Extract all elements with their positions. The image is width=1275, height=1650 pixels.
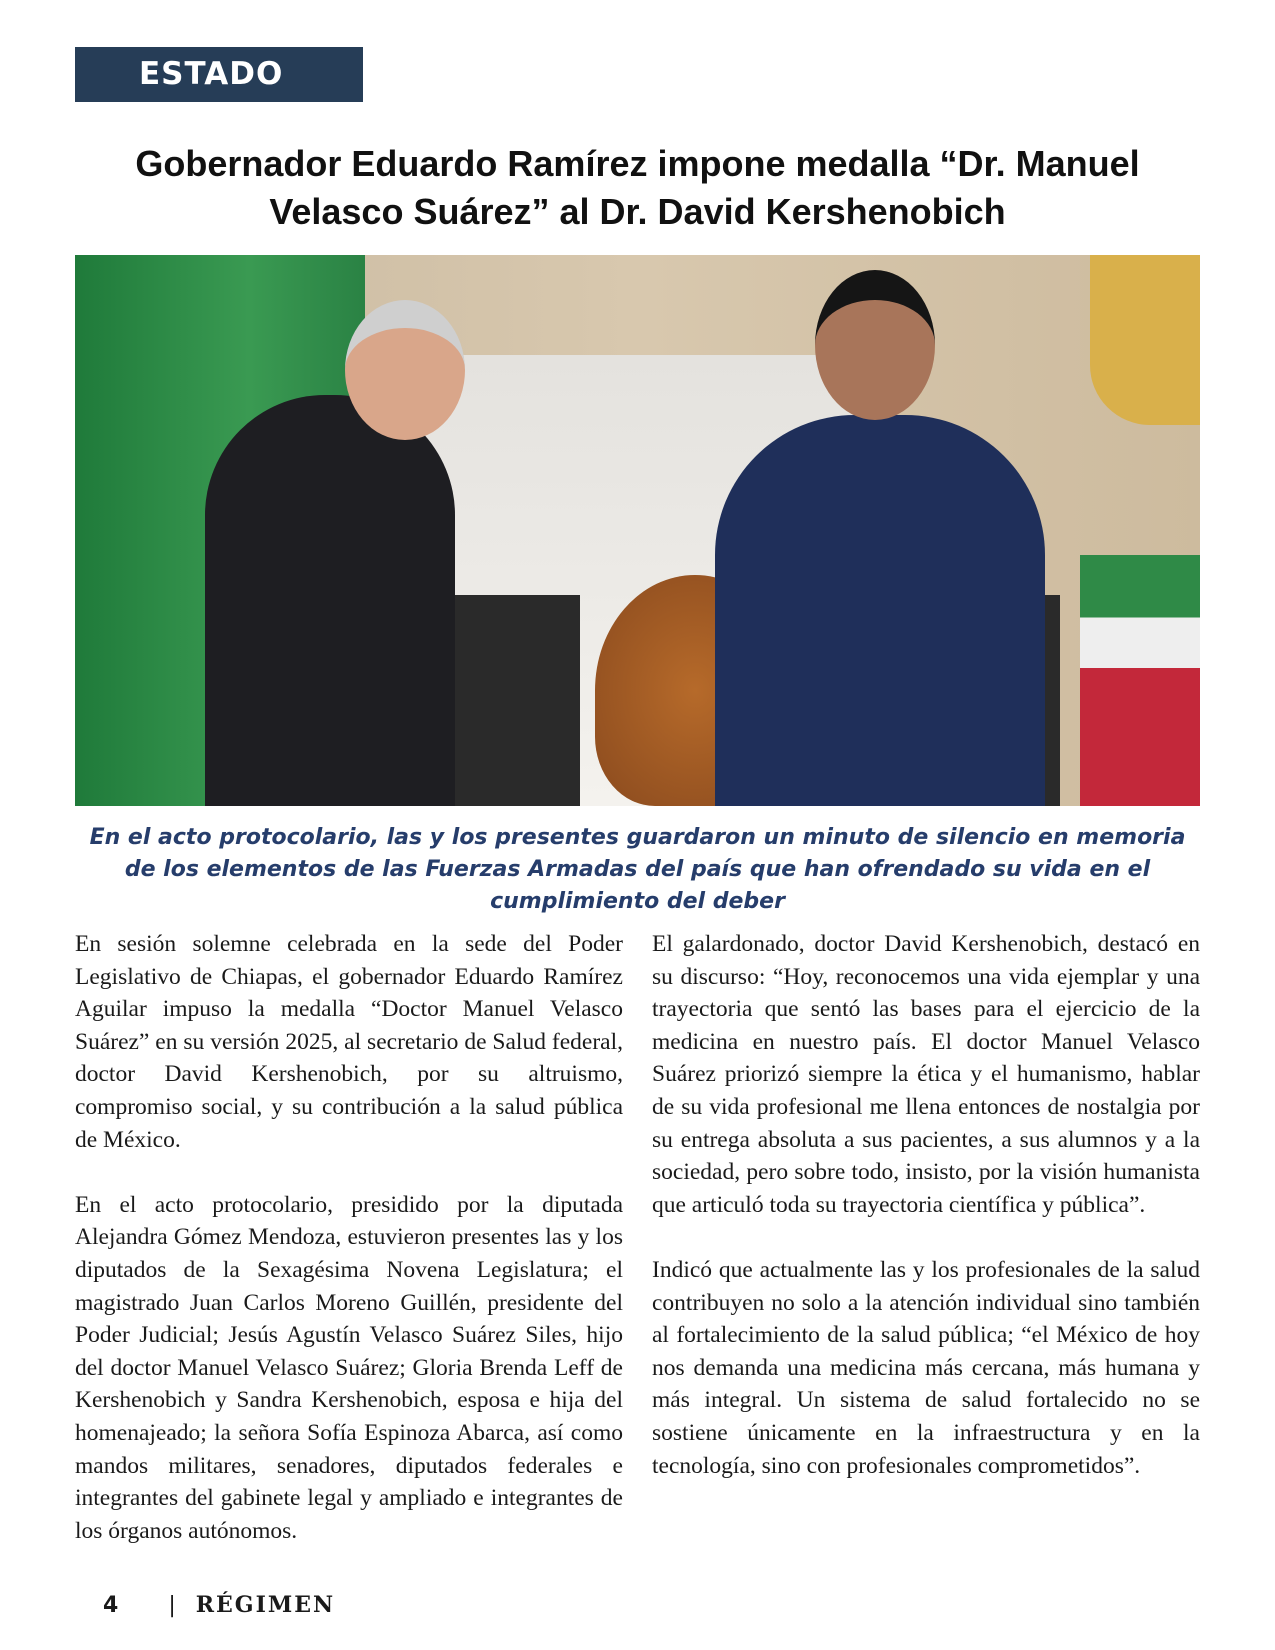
- photo-caption: En el acto protocolario, las y los presentes guardaron un minuto de silencio en memoria de los elementos de las Fuerzas Armadas del país que han ofrendado su vida en el cumplimiento del deber: [89, 825, 1186, 914]
- paragraph: Indicó que actualmente las y los profesionales de la salud contribuyen no solo a la atención individual sino también al fortalecimiento de la salud pública; “el México de hoy nos demanda una medicina más cercana, más humana y más integral. Un sistema de salud fortalecido no se sostiene únicamente en la infraestructura y en la tecnología, sino con profesionales comprometidos”.: [652, 1256, 1200, 1479]
- honoree-figure: [205, 395, 455, 806]
- flag-background-right: [1080, 555, 1200, 806]
- paragraph: En el acto protocolario, presidido por la diputada Alejandra Gómez Mendoza, estuvieron presentes las y los diputados de la Sexagésima Novena Legislatura; el magistrado Juan Carlos Moreno Guillén, presidente del Poder Judicial; Jesús Agustín Velasco Suárez Siles, hijo del doctor Manuel Velasco Suárez; Gloria Brenda Leff de Kershenobich y Sandra Kershenobich, esposa e hija del homenajeado; la señora Sofía Espinoza Abarca, así como mandos militares, senadores, diputados federales e integrantes del gabinete legal y ampliado e integrantes de los órganos autónomos.: [75, 1191, 623, 1544]
- paragraph: El galardonado, doctor David Kershenobich, destacó en su discurso: “Hoy, reconocemos una vida ejemplar y una trayectoria que sentó las bases para el ejercicio de la medicina en nuestro país. El doctor Manuel Velasco Suárez priorizó siempre la ética y el humanismo, hablar de su vida profesional me llena entonces de nostalgia por su entrega absoluta a sus pacientes, a sus alumnos y a la sociedad, pero sobre todo, insisto, por la visión humanista que articuló toda su trayectoria científica y pública”.: [652, 931, 1200, 1218]
- page-footer: [103, 1592, 335, 1618]
- governor-head: [815, 270, 935, 420]
- paragraph: En sesión solemne celebrada en la sede del Poder Legislativo de Chiapas, el gobernador Eduardo Ramírez Aguilar impuso la medalla “Doctor Manuel Velasco Suárez” en su versión 2025, al secretario de Salud federal, doctor David Kershenobich, por su altruismo, compromiso social, y su contribución a la salud pública de México.: [75, 931, 623, 1153]
- section-label: ESTADO: [75, 47, 363, 102]
- article-column-left: [75, 928, 623, 1580]
- article-photo: [75, 255, 1200, 806]
- article-column-right: [652, 928, 1200, 1515]
- honoree-head: [345, 300, 465, 440]
- publication-name: RÉGIMEN: [195, 1592, 336, 1618]
- headline: Gobernador Eduardo Ramírez impone medalla “Dr. Manuel Velasco Suárez” al Dr. David Kershenobich: [135, 143, 1140, 232]
- coat-of-arms: [1090, 255, 1200, 425]
- footer-separator: |: [168, 1592, 176, 1618]
- page-number: 4: [103, 1592, 119, 1618]
- governor-figure: [715, 415, 1045, 806]
- podium: [450, 595, 580, 806]
